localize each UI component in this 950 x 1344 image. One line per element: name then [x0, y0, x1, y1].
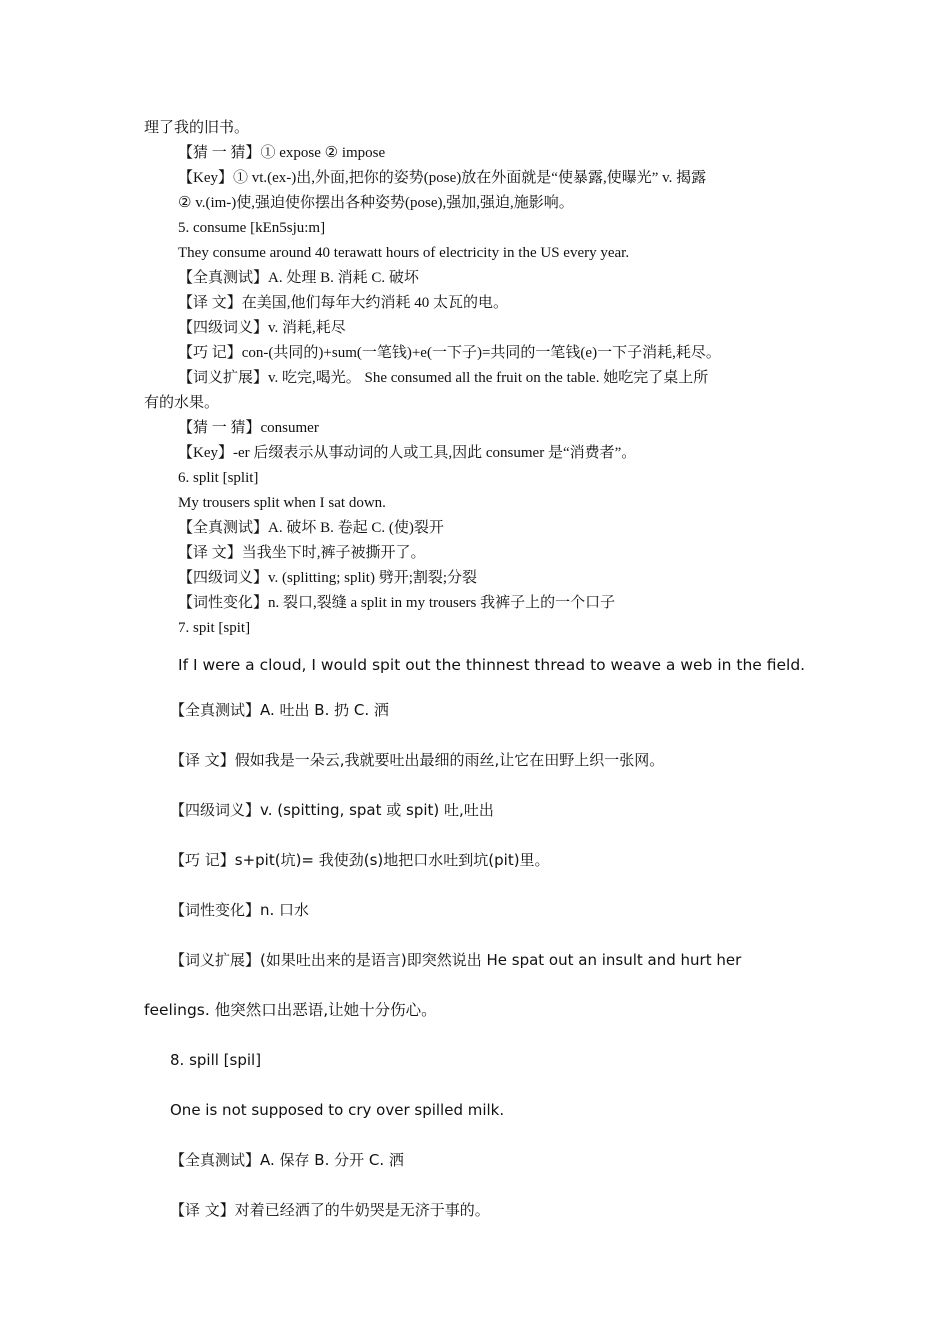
quiz-split: 【全真测试】A. 破坏 B. 卷起 C. (使)裂开: [178, 520, 444, 536]
quiz-spit: 【全真测试】A. 吐出 B. 扔 C. 洒: [170, 701, 389, 719]
key-impose: ② v.(im-)使,强迫使你摆出各种姿势(pose),强加,强迫,施影响。: [178, 195, 574, 211]
translation-spill: 【译 文】对着已经洒了的牛奶哭是无济于事的。: [170, 1201, 490, 1219]
word-heading-spill: 8. spill [spil]: [170, 1051, 262, 1069]
example-sentence-spit: If I were a cloud, I would spit out the thinnest thread to weave a web in the field.: [178, 656, 806, 674]
example-sentence-consume: They consume around 40 terawatt hours of electricity in the US every year.: [178, 245, 630, 261]
cet4-meaning-consume: 【四级词义】v. 消耗,耗尽: [178, 320, 346, 336]
extension-consume: 【词义扩展】v. 吃完,喝光。 She consumed all the fruit on the table. 她吃完了桌上所: [178, 370, 709, 386]
example-sentence-spill: One is not supposed to cry over spilled milk.: [170, 1101, 505, 1119]
translation-consume: 【译 文】在美国,他们每年大约消耗 40 太瓦的电。: [178, 295, 509, 311]
pos-change-spit: 【词性变化】n. 口水: [170, 901, 310, 919]
word-heading-split: 6. split [split]: [178, 470, 259, 486]
translation-spit: 【译 文】假如我是一朵云,我就要吐出最细的雨丝,让它在田野上织一张网。: [170, 751, 665, 769]
cet4-meaning-spit: 【四级词义】v. (spitting, spat 或 spit) 吐,吐出: [170, 801, 494, 819]
mnemonic-spit: 【巧 记】s+pit(坑)= 我使劲(s)地把口水吐到坑(pit)里。: [170, 851, 550, 869]
extension-spit: 【词义扩展】(如果吐出来的是语言)即突然说出 He spat out an insult and hurt her: [170, 951, 742, 969]
mnemonic-consume: 【巧 记】con-(共同的)+sum(一笔钱)+e(一下子)=共同的一笔钱(e)一下子消耗,耗尽。: [178, 345, 721, 361]
text-line: 理了我的旧书。: [144, 120, 250, 136]
pos-change-split: 【词性变化】n. 裂口,裂缝 a split in my trousers 我裤子上的一个口子: [178, 595, 616, 611]
guess-heading-consumer: 【猜 一 猜】consumer: [178, 420, 319, 436]
translation-split: 【译 文】当我坐下时,裤子被撕开了。: [178, 545, 426, 561]
cet4-meaning-split: 【四级词义】v. (splitting; split) 劈开;割裂;分裂: [178, 570, 478, 586]
key-consumer: 【Key】-er 后缀表示从事动词的人或工具,因此 consumer 是“消费者”。: [178, 445, 637, 461]
guess-heading-expose: 【猜 一 猜】① expose ② impose: [178, 145, 386, 161]
key-expose: 【Key】① vt.(ex-)出,外面,把你的姿势(pose)放在外面就是“使暴露,使曝光” v. 揭露: [178, 170, 707, 186]
extension-spit-cont: feelings. 他突然口出恶语,让她十分伤心。: [144, 1001, 437, 1019]
word-heading-consume: 5. consume [kEn5sju:m]: [178, 220, 326, 236]
quiz-spill: 【全真测试】A. 保存 B. 分开 C. 洒: [170, 1151, 404, 1169]
example-sentence-split: My trousers split when I sat down.: [178, 495, 386, 511]
word-heading-spit: 7. spit [spit]: [178, 620, 251, 636]
quiz-consume: 【全真测试】A. 处理 B. 消耗 C. 破坏: [178, 270, 419, 286]
extension-consume-cont: 有的水果。: [144, 395, 220, 411]
